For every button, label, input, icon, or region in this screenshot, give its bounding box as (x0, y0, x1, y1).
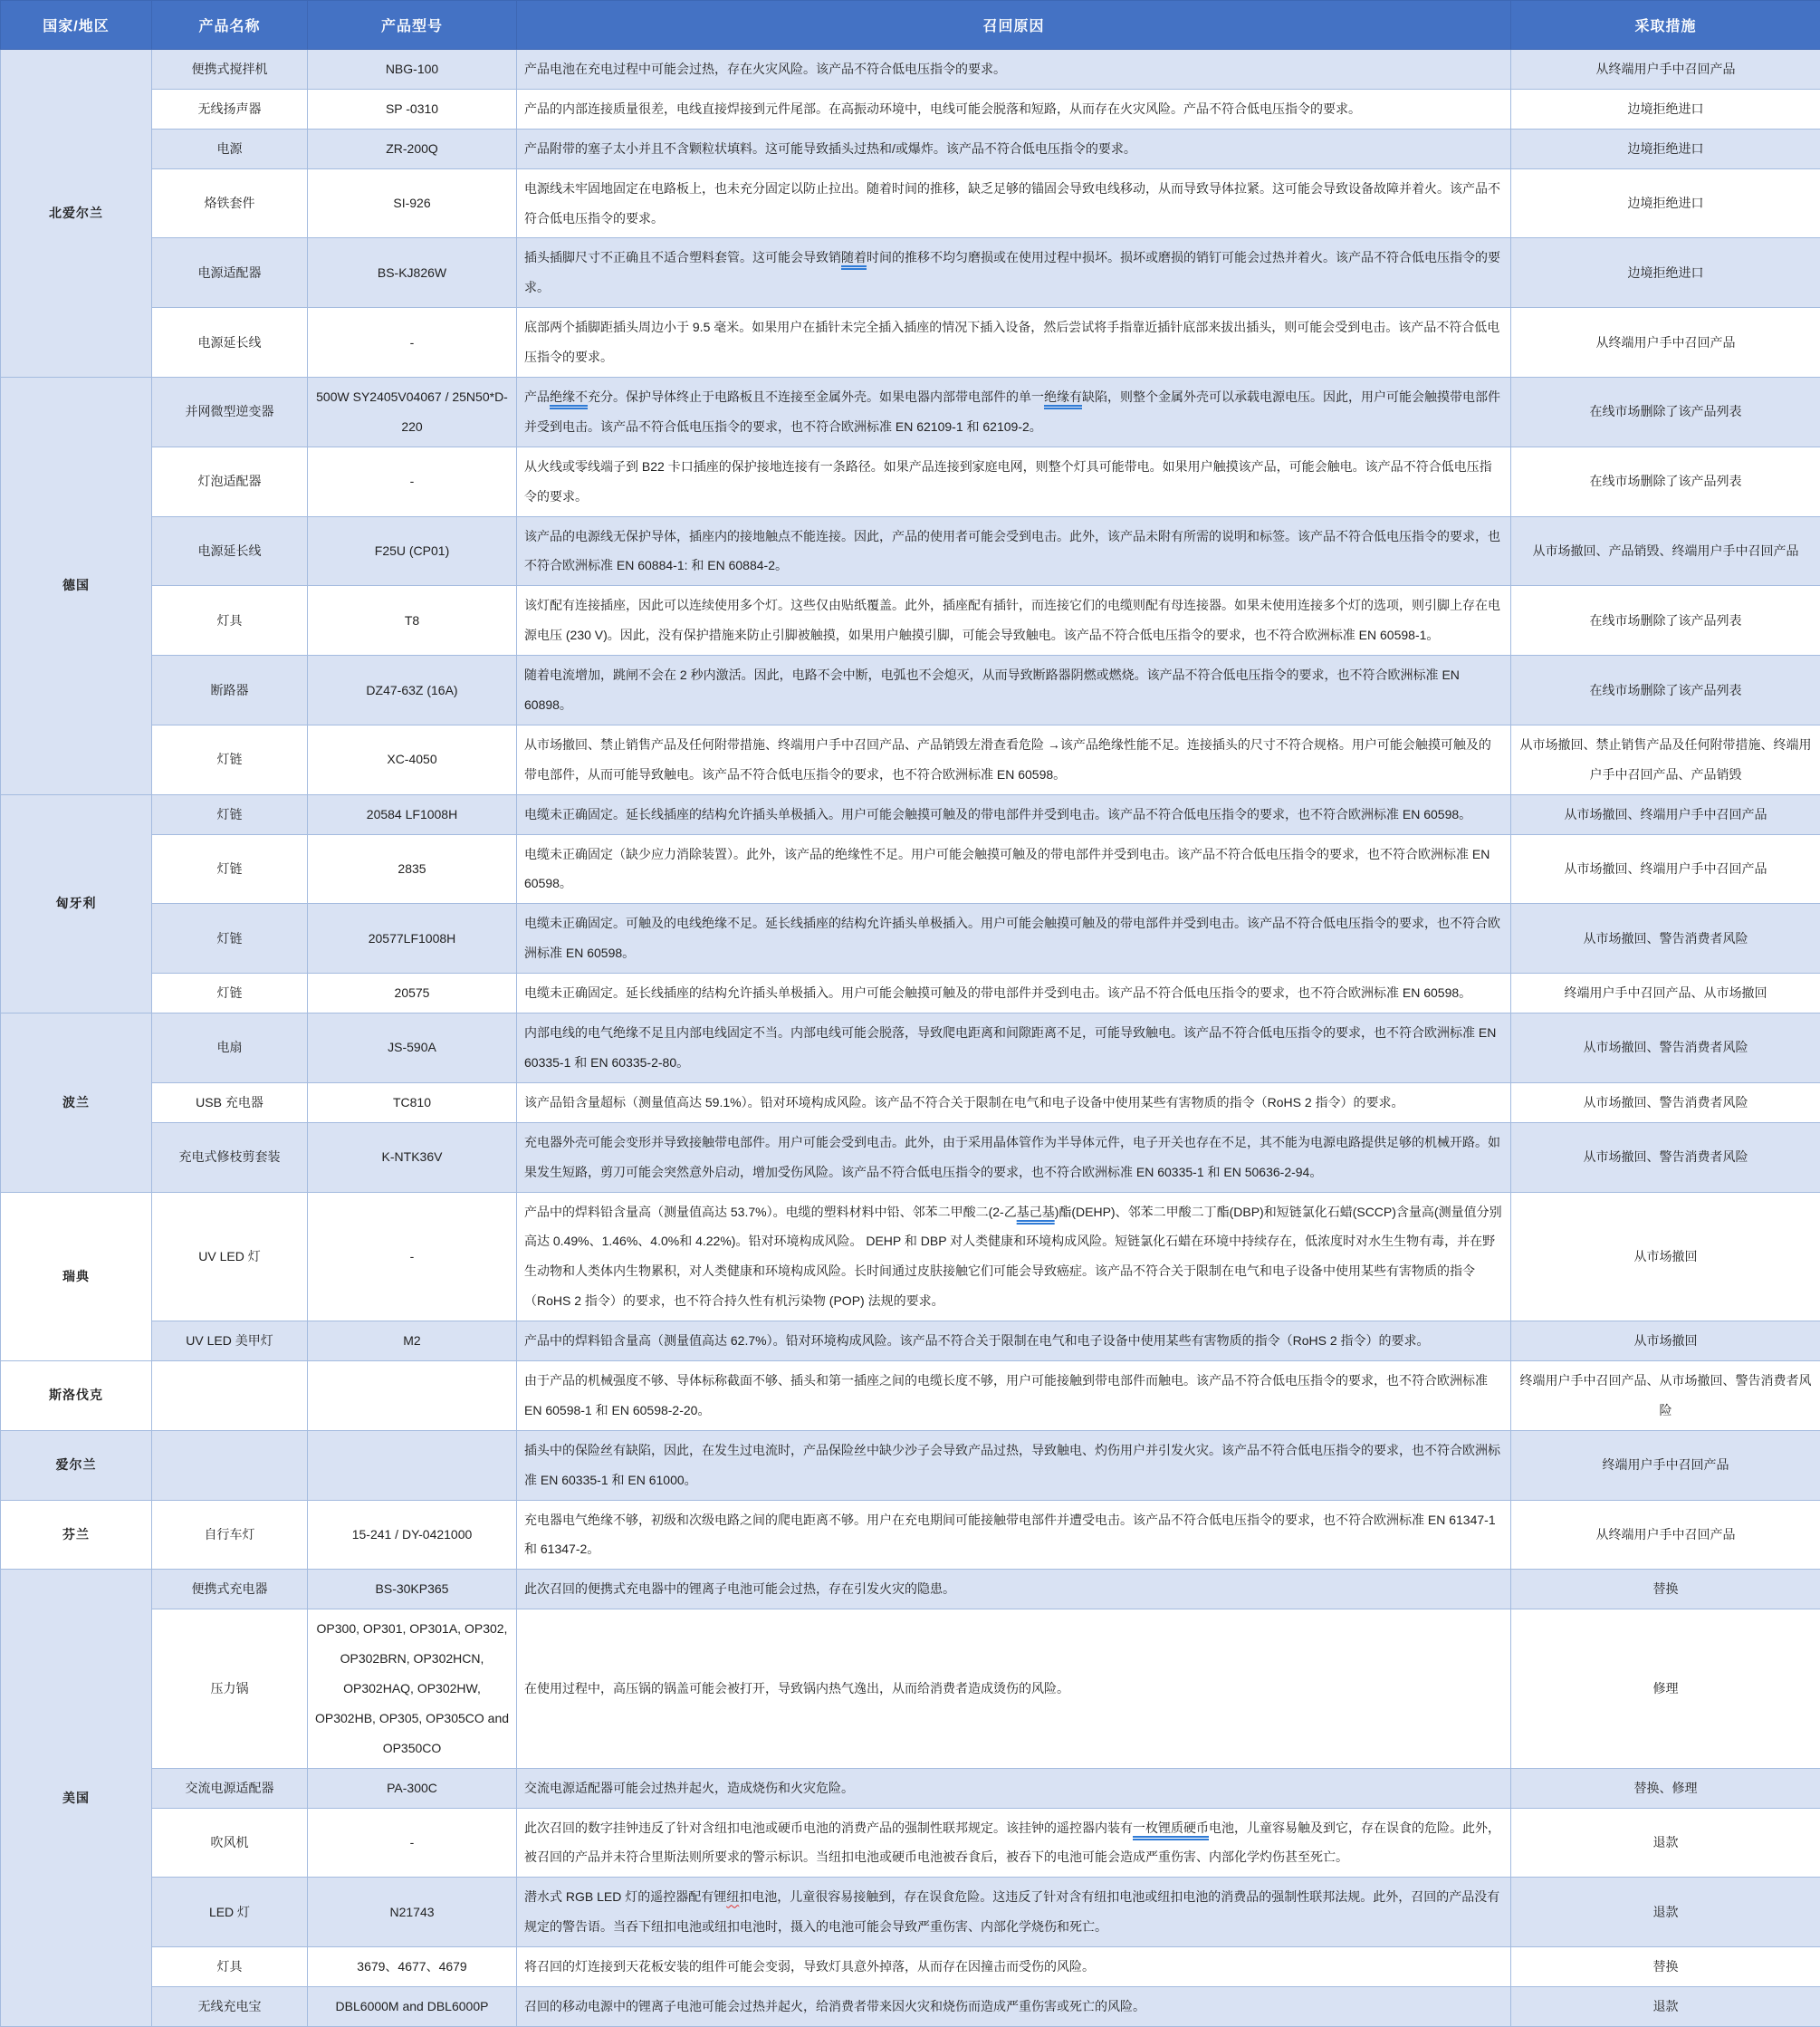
product-name-cell: 灯泡适配器 (152, 447, 308, 516)
table-row (1, 1947, 1820, 1987)
recall-reason-cell: 该灯配有连接插座，因此可以连续使用多个灯。这些仅由贴纸覆盖。此外，插座配有插针，而连接它们的电缆则配有母连接器。如果未使用连接多个灯的选项，则引脚上存在电源电压 (230 V)。因此，没有保护措施来防止引脚被触摸，如果用户触摸引脚，可能会导致触电。该产品不符合低电压指令的要求，也不符合欧洲标准 EN 60598-1。 (517, 586, 1511, 656)
action-cell: 从市场撤回、终端用户手中召回产品 (1511, 794, 1820, 834)
recall-reason-cell: 由于产品的机械强度不够、导体标称截面不够、插头和第一插座之间的电缆长度不够，用户可能接触到带电部件而触电。该产品不符合低电压指令的要求，也不符合欧洲标准 EN 60598-1 和 EN 60598-2-20。 (517, 1360, 1511, 1430)
product-model-cell: 500W SY2405V04067 / 25N50*D-220 (308, 378, 517, 447)
column-header-product-name: 产品名称 (152, 1, 308, 50)
product-model-cell: K-NTK36V (308, 1122, 517, 1192)
recall-reason-cell: 电缆未正确固定。延长线插座的结构允许插头单极插入。用户可能会触摸可触及的带电部件并受到电击。该产品不符合低电压指令的要求，也不符合欧洲标准 EN 60598。 (517, 794, 1511, 834)
recall-reason-cell: 将召回的灯连接到天花板安装的组件可能会变弱，导致灯具意外掉落，从而存在因撞击而受伤的风险。 (517, 1947, 1511, 1987)
product-name-cell: USB 充电器 (152, 1082, 308, 1122)
action-cell: 从终端用户手中召回产品 (1511, 1500, 1820, 1570)
product-model-cell: - (308, 1808, 517, 1878)
recall-reason-cell: 产品绝缘不充分。保护导体终止于电路板且不连接至金属外壳。如果电器内部带电部件的单一绝缘有缺陷，则整个金属外壳可以承载电源电压。因此，用户可能会触摸带电部件并受到电击。该产品不符合低电压指令的要求，也不符合欧洲标准 EN 62109-1 和 62109-2。 (517, 378, 1511, 447)
action-cell: 终端用户手中召回产品、从市场撤回、警告消费者风险 (1511, 1360, 1820, 1430)
product-model-cell: 2835 (308, 834, 517, 904)
product-name-cell: 吹风机 (152, 1808, 308, 1878)
table-row (1, 974, 1820, 1014)
action-cell: 退款 (1511, 1986, 1820, 2026)
product-name-cell: UV LED 美甲灯 (152, 1321, 308, 1361)
product-name-cell: 电源 (152, 129, 308, 168)
recall-reason-cell: 潜水式 RGB LED 灯的遥控器配有锂纽扣电池，儿童很容易接触到，存在误食危险。这违反了针对含有纽扣电池或纽扣电池的消费品的强制性联邦法规。此外，召回的产品没有规定的警告语。当吞下纽扣电池或纽扣电池时，摄入的电池可能会导致严重伤害、内部化学烧伤和死亡。 (517, 1878, 1511, 1947)
action-cell: 替换、修理 (1511, 1768, 1820, 1808)
product-name-cell: 电源延长线 (152, 308, 308, 378)
recall-reason-cell: 交流电源适配器可能会过热并起火，造成烧伤和火灾危险。 (517, 1768, 1511, 1808)
table-row (1, 794, 1820, 834)
product-name-cell: 电扇 (152, 1014, 308, 1083)
grammar-double-underline-mark: 随着 (841, 250, 867, 264)
product-name-cell: 无线充电宝 (152, 1986, 308, 2026)
country-cell: 爱尔兰 (1, 1430, 152, 1500)
table-row (1, 1500, 1820, 1570)
table-row (1, 308, 1820, 378)
header-row (1, 1, 1820, 50)
action-cell: 边境拒绝进口 (1511, 168, 1820, 238)
product-model-cell: XC-4050 (308, 725, 517, 794)
table-row (1, 89, 1820, 129)
product-name-cell: 烙铁套件 (152, 168, 308, 238)
column-header-action: 采取措施 (1511, 1, 1820, 50)
table-row (1, 168, 1820, 238)
table-row (1, 904, 1820, 974)
table-row (1, 447, 1820, 516)
product-model-cell: OP300, OP301, OP301A, OP302, OP302BRN, OP302HCN, OP302HAQ, OP302HW, OP302HB, OP305, OP305CO and OP350CO (308, 1609, 517, 1768)
table-row (1, 1808, 1820, 1878)
product-model-cell: T8 (308, 586, 517, 656)
grammar-double-underline-mark: 一枚锂质硬币 (1133, 1820, 1209, 1835)
recall-reason-cell: 插头插脚尺寸不正确且不适合塑料套管。这可能会导致销随着时间的推移不均匀磨损或在使用过程中损坏。损坏或磨损的销钉可能会过热并着火。该产品不符合低电压指令的要求。 (517, 238, 1511, 308)
product-name-cell: 电源适配器 (152, 238, 308, 308)
recall-reason-cell: 召回的移动电源中的锂离子电池可能会过热并起火，给消费者带来因火灾和烧伤而造成严重伤害或死亡的风险。 (517, 1986, 1511, 2026)
product-model-cell: 20577LF1008H (308, 904, 517, 974)
table-header (1, 1, 1820, 50)
product-model-cell: 15-241 / DY-0421000 (308, 1500, 517, 1570)
product-name-cell: 灯链 (152, 794, 308, 834)
recall-reason-cell: 该产品的电源线无保护导体，插座内的接地触点不能连接。因此，产品的使用者可能会受到电击。此外，该产品未附有所需的说明和标签。该产品不符合低电压指令的要求，也不符合欧洲标准 EN 60884-1: 和 EN 60884-2。 (517, 516, 1511, 586)
column-header-country: 国家/地区 (1, 1, 152, 50)
product-model-cell: SP -0310 (308, 89, 517, 129)
table-row (1, 1122, 1820, 1192)
action-cell: 从终端用户手中召回产品 (1511, 308, 1820, 378)
recall-reason-cell: 电源线未牢固地固定在电路板上，也未充分固定以防止拉出。随着时间的推移，缺乏足够的锚固会导致电线移动，从而导致导体拉紧。这可能会导致设备故障并着火。该产品不符合低电压指令的要求。 (517, 168, 1511, 238)
action-cell: 从市场撤回、警告消费者风险 (1511, 904, 1820, 974)
table-row (1, 1082, 1820, 1122)
country-cell: 德国 (1, 378, 152, 795)
product-model-cell: ZR-200Q (308, 129, 517, 168)
table-row (1, 1609, 1820, 1768)
table-row (1, 834, 1820, 904)
country-cell: 匈牙利 (1, 794, 152, 1013)
product-name-cell (152, 1430, 308, 1500)
recall-reason-cell: 从火线或零线端子到 B22 卡口插座的保护接地连接有一条路径。如果产品连接到家庭电网，则整个灯具可能带电。如果用户触摸该产品，可能会触电。该产品不符合低电压指令的要求。 (517, 447, 1511, 516)
product-model-cell: BS-30KP365 (308, 1570, 517, 1609)
product-name-cell: 无线扬声器 (152, 89, 308, 129)
action-cell: 从市场撤回、产品销毁、终端用户手中召回产品 (1511, 516, 1820, 586)
product-name-cell: 灯链 (152, 974, 308, 1014)
product-model-cell (308, 1360, 517, 1430)
recall-reason-cell: 产品的内部连接质量很差，电线直接焊接到元件尾部。在高振动环境中，电线可能会脱落和短路，从而存在火灾风险。产品不符合低电压指令的要求。 (517, 89, 1511, 129)
grammar-double-underline-mark: 绝缘有 (1044, 389, 1082, 404)
action-cell: 在线市场删除了该产品列表 (1511, 447, 1820, 516)
action-cell: 终端用户手中召回产品、从市场撤回 (1511, 974, 1820, 1014)
table-row (1, 1014, 1820, 1083)
action-cell: 在线市场删除了该产品列表 (1511, 656, 1820, 725)
recall-reason-cell: 该产品铅含量超标（测量值高达 59.1%）。铅对环境构成风险。该产品不符合关于限制在电气和电子设备中使用某些有害物质的指令（RoHS 2 指令）的要求。 (517, 1082, 1511, 1122)
action-cell: 替换 (1511, 1947, 1820, 1987)
country-cell: 芬兰 (1, 1500, 152, 1570)
table-row (1, 238, 1820, 308)
product-name-cell: 断路器 (152, 656, 308, 725)
action-cell: 在线市场删除了该产品列表 (1511, 586, 1820, 656)
product-model-cell: SI-926 (308, 168, 517, 238)
table-row (1, 1986, 1820, 2026)
product-name-cell: 便携式搅拌机 (152, 50, 308, 90)
product-name-cell: 灯链 (152, 834, 308, 904)
action-cell: 从市场撤回、警告消费者风险 (1511, 1014, 1820, 1083)
table-row (1, 586, 1820, 656)
country-cell: 美国 (1, 1570, 152, 2027)
table-row (1, 1321, 1820, 1361)
grammar-double-underline-mark: 基己基 (1017, 1205, 1055, 1219)
action-cell: 边境拒绝进口 (1511, 89, 1820, 129)
product-name-cell: 灯具 (152, 586, 308, 656)
product-model-cell: DBL6000M and DBL6000P (308, 1986, 517, 2026)
product-name-cell: 灯链 (152, 725, 308, 794)
action-cell: 从市场撤回、禁止销售产品及任何附带措施、终端用户手中召回产品、产品销毁 (1511, 725, 1820, 794)
product-model-cell: JS-590A (308, 1014, 517, 1083)
product-name-cell: 并网微型逆变器 (152, 378, 308, 447)
column-header-model: 产品型号 (308, 1, 517, 50)
table-row (1, 725, 1820, 794)
column-header-reason: 召回原因 (517, 1, 1511, 50)
action-cell: 替换 (1511, 1570, 1820, 1609)
table-body (1, 50, 1820, 2027)
action-cell: 边境拒绝进口 (1511, 129, 1820, 168)
product-name-cell: 灯链 (152, 904, 308, 974)
product-name-cell: LED 灯 (152, 1878, 308, 1947)
action-cell: 在线市场删除了该产品列表 (1511, 378, 1820, 447)
recall-reason-cell: 随着电流增加，跳闸不会在 2 秒内激活。因此，电路不会中断，电弧也不会熄灭，从而导致断路器阴燃或燃烧。该产品不符合低电压指令的要求，也不符合欧洲标准 EN 60898。 (517, 656, 1511, 725)
recall-reason-cell: 产品附带的塞子太小并且不含颗粒状填料。这可能导致插头过热和/或爆炸。该产品不符合低电压指令的要求。 (517, 129, 1511, 168)
table-row (1, 1430, 1820, 1500)
recall-reason-cell: 插头中的保险丝有缺陷，因此，在发生过电流时，产品保险丝中缺少沙子会导致产品过热，导致触电、灼伤用户并引发火灾。该产品不符合低电压指令的要求，也不符合欧洲标准 EN 60335-1 和 EN 61000。 (517, 1430, 1511, 1500)
country-cell: 斯洛伐克 (1, 1360, 152, 1430)
action-cell: 从市场撤回 (1511, 1321, 1820, 1361)
table-row (1, 50, 1820, 90)
action-cell: 从终端用户手中召回产品 (1511, 50, 1820, 90)
recall-reason-cell: 在使用过程中，高压锅的锅盖可能会被打开，导致锅内热气逸出，从而给消费者造成烫伤的风险。 (517, 1609, 1511, 1768)
product-model-cell: NBG-100 (308, 50, 517, 90)
table-row (1, 1570, 1820, 1609)
table-row (1, 1192, 1820, 1321)
action-cell: 从市场撤回 (1511, 1192, 1820, 1321)
spellcheck-wavy-mark: 纽 (726, 1889, 739, 1904)
action-cell: 从市场撤回、终端用户手中召回产品 (1511, 834, 1820, 904)
table-row (1, 516, 1820, 586)
action-cell: 退款 (1511, 1808, 1820, 1878)
product-name-cell: 电源延长线 (152, 516, 308, 586)
recall-reason-cell: 从市场撤回、禁止销售产品及任何附带措施、终端用户手中召回产品、产品销毁左滑查看危险 →该产品绝缘性能不足。连接插头的尺寸不符合规格。用户可能会触摸可触及的带电部件，从而可能导致触电。该产品不符合低电压指令的要求，也不符合欧洲标准 EN 60598。 (517, 725, 1511, 794)
product-model-cell: 3679、4677、4679 (308, 1947, 517, 1987)
action-cell: 从市场撤回、警告消费者风险 (1511, 1082, 1820, 1122)
table-row (1, 1768, 1820, 1808)
recall-reason-cell: 此次召回的便携式充电器中的锂离子电池可能会过热，存在引发火灾的隐患。 (517, 1570, 1511, 1609)
recall-reason-cell: 充电器电气绝缘不够，初级和次级电路之间的爬电距离不够。用户在充电期间可能接触带电部件并遭受电击。该产品不符合低电压指令的要求，也不符合欧洲标准 EN 61347-1 和 61347-2。 (517, 1500, 1511, 1570)
product-name-cell: UV LED 灯 (152, 1192, 308, 1321)
country-cell: 波兰 (1, 1014, 152, 1192)
product-model-cell: F25U (CP01) (308, 516, 517, 586)
action-cell: 退款 (1511, 1878, 1820, 1947)
country-cell: 北爱尔兰 (1, 50, 152, 378)
product-model-cell: M2 (308, 1321, 517, 1361)
product-model-cell: N21743 (308, 1878, 517, 1947)
product-name-cell: 便携式充电器 (152, 1570, 308, 1609)
table-row (1, 129, 1820, 168)
product-name-cell: 压力锅 (152, 1609, 308, 1768)
product-model-cell: 20575 (308, 974, 517, 1014)
table-row (1, 656, 1820, 725)
recall-reason-cell: 电缆未正确固定。可触及的电线绝缘不足。延长线插座的结构允许插头单极插入。用户可能会触摸可触及的带电部件并受到电击。该产品不符合低电压指令的要求，也不符合欧洲标准 EN 60598。 (517, 904, 1511, 974)
product-model-cell (308, 1430, 517, 1500)
action-cell: 边境拒绝进口 (1511, 238, 1820, 308)
recall-reason-cell: 电缆未正确固定（缺少应力消除装置）。此外，该产品的绝缘性不足。用户可能会触摸可触及的带电部件并受到电击。该产品不符合低电压指令的要求，也不符合欧洲标准 EN 60598。 (517, 834, 1511, 904)
product-model-cell: 20584 LF1008H (308, 794, 517, 834)
product-name-cell: 交流电源适配器 (152, 1768, 308, 1808)
action-cell: 终端用户手中召回产品 (1511, 1430, 1820, 1500)
country-cell: 瑞典 (1, 1192, 152, 1360)
product-model-cell: TC810 (308, 1082, 517, 1122)
product-name-cell: 充电式修枝剪套装 (152, 1122, 308, 1192)
recall-reason-cell: 内部电线的电气绝缘不足且内部电线固定不当。内部电线可能会脱落，导致爬电距离和间隙距离不足，可能导致触电。该产品不符合低电压指令的要求，也不符合欧洲标准 EN 60335-1 和 EN 60335-2-80。 (517, 1014, 1511, 1083)
recall-reason-cell: 产品中的焊料铅含量高（测量值高达 62.7%）。铅对环境构成风险。该产品不符合关于限制在电气和电子设备中使用某些有害物质的指令（RoHS 2 指令）的要求。 (517, 1321, 1511, 1361)
product-name-cell (152, 1360, 308, 1430)
grammar-double-underline-mark: 绝缘不 (550, 389, 588, 404)
product-model-cell: - (308, 447, 517, 516)
recall-reason-cell: 底部两个插脚距插头周边小于 9.5 毫米。如果用户在插针未完全插入插座的情况下插入设备，然后尝试将手指靠近插针底部来拔出插头，则可能会受到电击。该产品不符合低电压指令的要求。 (517, 308, 1511, 378)
recall-reason-cell: 电缆未正确固定。延长线插座的结构允许插头单极插入。用户可能会触摸可触及的带电部件并受到电击。该产品不符合低电压指令的要求，也不符合欧洲标准 EN 60598。 (517, 974, 1511, 1014)
product-name-cell: 灯具 (152, 1947, 308, 1987)
product-model-cell: PA-300C (308, 1768, 517, 1808)
product-model-cell: - (308, 1192, 517, 1321)
product-model-cell: - (308, 308, 517, 378)
recall-reason-cell: 此次召回的数字挂钟违反了针对含纽扣电池或硬币电池的消费产品的强制性联邦规定。该挂钟的遥控器内装有一枚锂质硬币电池，儿童容易触及到它，存在误食的危险。此外，被召回的产品并未符合里斯法则所要求的警示标识。当纽扣电池或硬币电池被吞食后，被吞下的电池可能会造成严重伤害、内部化学灼伤甚至死亡。 (517, 1808, 1511, 1878)
table-row (1, 1878, 1820, 1947)
product-model-cell: DZ47-63Z (16A) (308, 656, 517, 725)
recall-reason-cell: 充电器外壳可能会变形并导致接触带电部件。用户可能会受到电击。此外，由于采用晶体管作为半导体元件，电子开关也存在不足，其不能为电源电路提供足够的机械开路。如果发生短路，剪刀可能会突然意外启动，增加受伤风险。该产品不符合低电压指令的要求，也不符合欧洲标准 EN 60335-1 和 EN 50636-2-94。 (517, 1122, 1511, 1192)
recall-reason-cell: 产品电池在充电过程中可能会过热，存在火灾风险。该产品不符合低电压指令的要求。 (517, 50, 1511, 90)
table-row (1, 1360, 1820, 1430)
product-name-cell: 自行车灯 (152, 1500, 308, 1570)
product-model-cell: BS-KJ826W (308, 238, 517, 308)
action-cell: 修理 (1511, 1609, 1820, 1768)
action-cell: 从市场撤回、警告消费者风险 (1511, 1122, 1820, 1192)
table-row (1, 378, 1820, 447)
recall-reason-cell: 产品中的焊料铅含量高（测量值高达 53.7%）。电缆的塑料材料中铅、邻苯二甲酸二(2-乙基己基)酯(DEHP)、邻苯二甲酸二丁酯(DBP)和短链氯化石蜡(SCCP)含量高(测量值分别高达 0.49%、1.46%、4.0%和 4.22%)。铅对环境构成风险。 DEHP 和 DBP 对人类健康和环境构成风险。短链氯化石蜡在环境中持续存在，低浓度时对水生生物有毒，并在野生动物和人类体内生物累积，对人类健康和环境构成风险。长时间通过皮肤接触它们可能会导致癌症。该产品不符合关于限制在电气和电子设备中使用某些有害物质的指令（RoHS 2 指令）的要求，也不符合持久性有机污染物 (POP) 法规的要求。 (517, 1192, 1511, 1321)
